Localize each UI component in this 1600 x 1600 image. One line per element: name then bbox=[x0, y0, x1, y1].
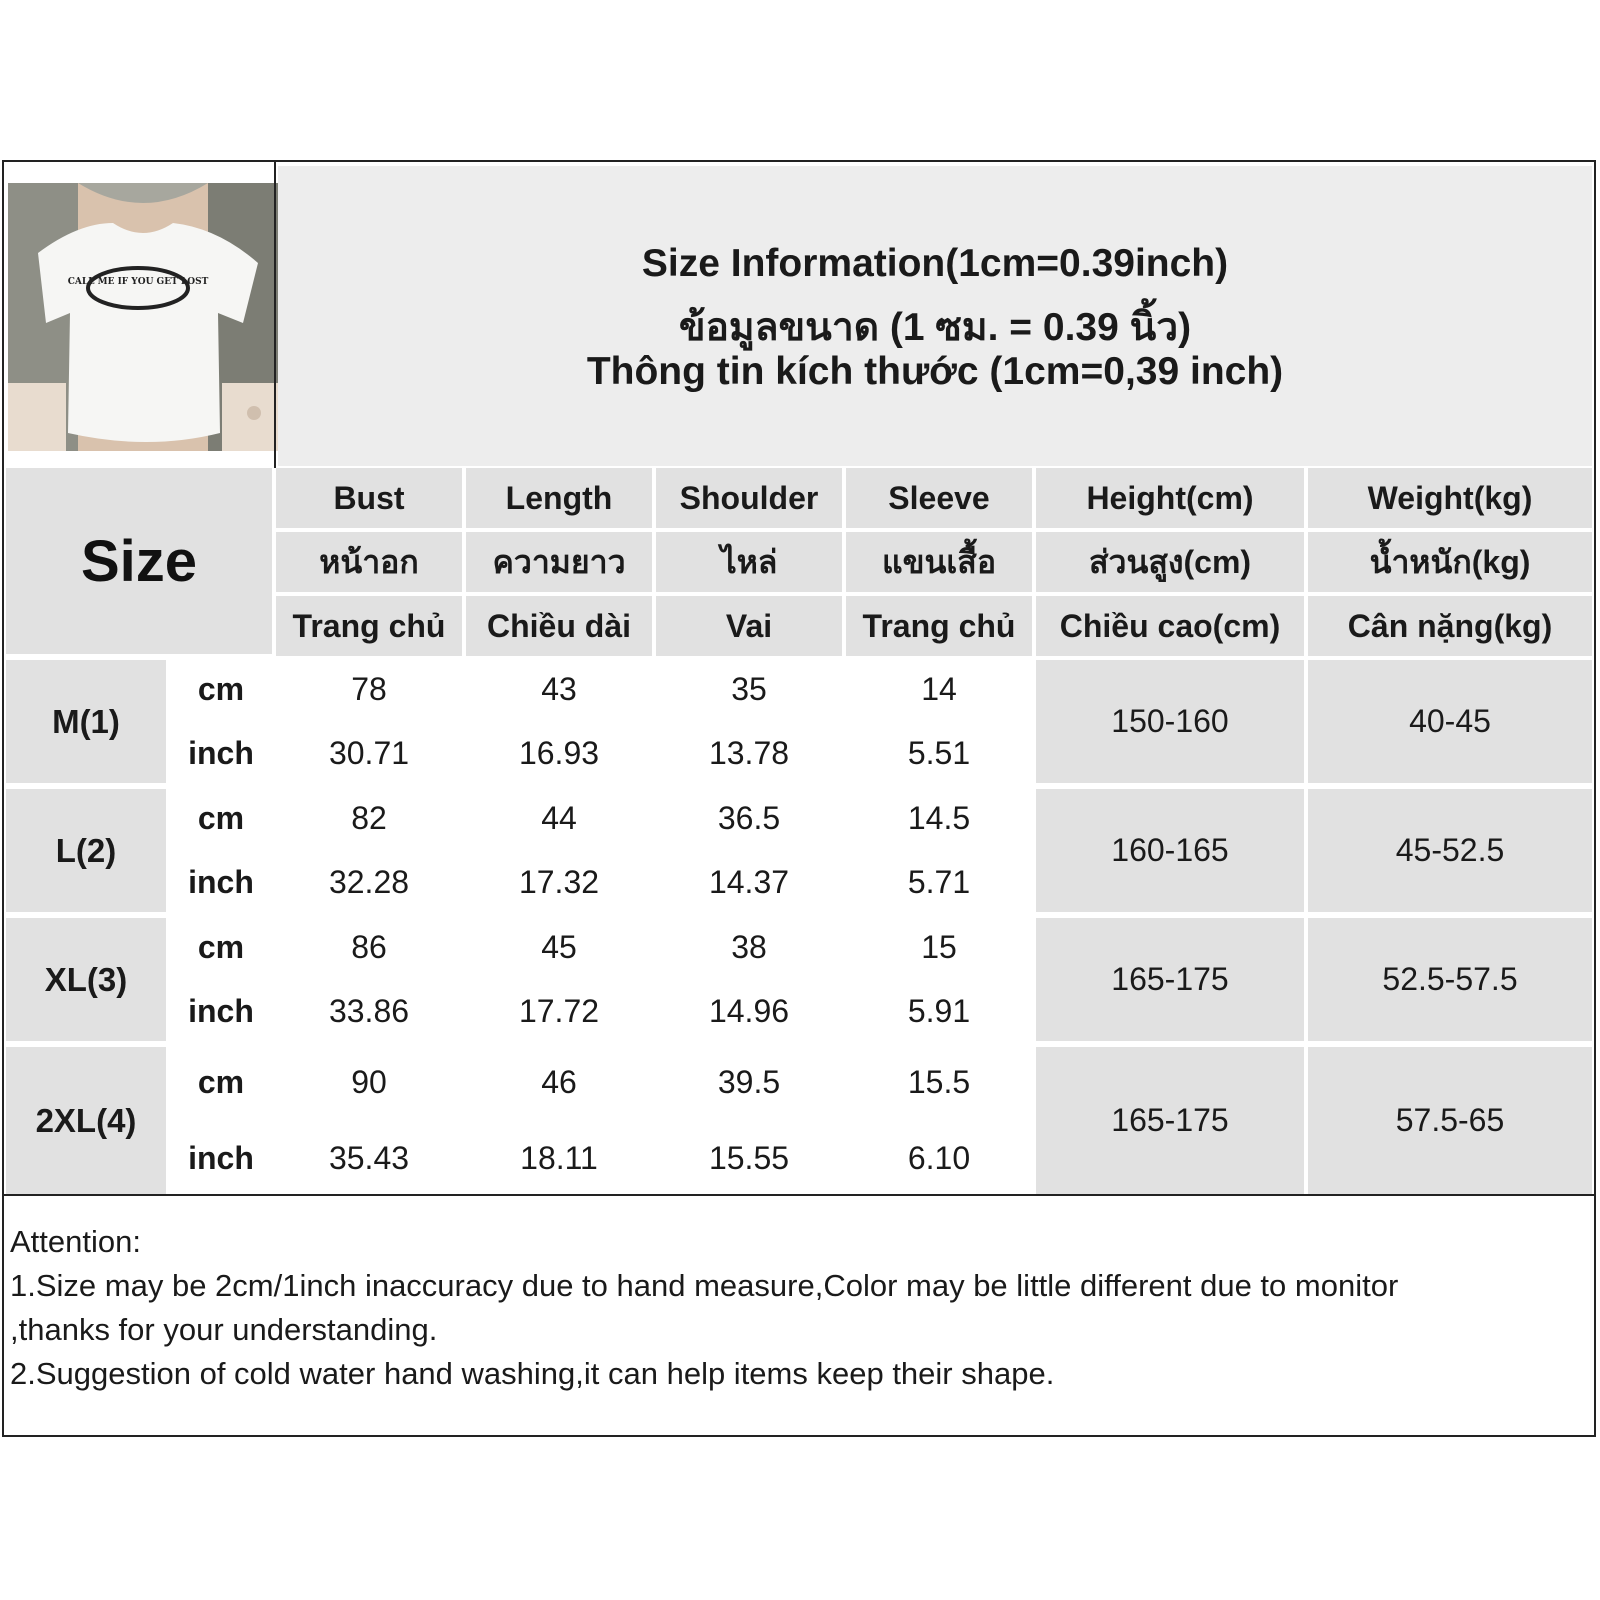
measurement-cell: 5.71 bbox=[846, 853, 1032, 913]
measurement-cell: 78 bbox=[276, 660, 462, 720]
measurement-cell: 43 bbox=[466, 660, 652, 720]
size-label: XL(3) bbox=[6, 918, 166, 1041]
column-header-th: ส่วนสูง(cm) bbox=[1036, 532, 1304, 592]
attention-notes bbox=[10, 1220, 1588, 1396]
title-english: Size Information(1cm=0.39inch) bbox=[641, 242, 1229, 285]
column-header-vi: Cân nặng(kg) bbox=[1308, 596, 1592, 656]
unit-label: cm bbox=[170, 1047, 272, 1119]
unit-label: inch bbox=[170, 982, 272, 1042]
title-panel bbox=[278, 166, 1592, 466]
column-header-th: ไหล่ bbox=[656, 532, 842, 592]
measurement-cell: 15.55 bbox=[656, 1123, 842, 1195]
measurement-cell: 38 bbox=[656, 918, 842, 978]
size-label: 2XL(4) bbox=[6, 1047, 166, 1194]
measurement-cell: 35.43 bbox=[276, 1123, 462, 1195]
unit-label: inch bbox=[170, 853, 272, 913]
size-chart bbox=[2, 160, 1596, 1437]
column-header-vi: Vai bbox=[656, 596, 842, 656]
measurement-cell: 15 bbox=[846, 918, 1032, 978]
measurement-cell: 86 bbox=[276, 918, 462, 978]
column-header-en: Shoulder bbox=[656, 468, 842, 528]
weight-range: 57.5-65 bbox=[1308, 1047, 1592, 1194]
measurement-cell: 46 bbox=[466, 1047, 652, 1119]
notes-line-2: ,thanks for your understanding. bbox=[10, 1312, 438, 1347]
measurement-cell: 17.32 bbox=[466, 853, 652, 913]
size-header: Size bbox=[6, 468, 272, 654]
unit-label: cm bbox=[170, 918, 272, 978]
title-vietnamese: Thông tin kích thước (1cm=0,39 inch) bbox=[586, 350, 1284, 393]
size-label: M(1) bbox=[6, 660, 166, 783]
shirt-print-text: CALL ME IF YOU GET LOST bbox=[67, 277, 209, 287]
measurement-cell: 82 bbox=[276, 789, 462, 849]
unit-label: inch bbox=[170, 1123, 272, 1195]
weight-range: 52.5-57.5 bbox=[1308, 918, 1592, 1041]
measurement-cell: 39.5 bbox=[656, 1047, 842, 1119]
notes-line-3: 2.Suggestion of cold water hand washing,it can help items keep their shape. bbox=[10, 1356, 1055, 1391]
measurement-cell: 44 bbox=[466, 789, 652, 849]
column-header-vi: Trang chủ bbox=[276, 596, 462, 656]
measurement-cell: 14.37 bbox=[656, 853, 842, 913]
measurement-cell: 18.11 bbox=[466, 1123, 652, 1195]
height-range: 165-175 bbox=[1036, 1047, 1304, 1194]
column-header-en: Bust bbox=[276, 468, 462, 528]
height-range: 165-175 bbox=[1036, 918, 1304, 1041]
product-photo bbox=[8, 183, 278, 451]
column-header-th: หน้าอก bbox=[276, 532, 462, 592]
column-header-vi: Chiều dài bbox=[466, 596, 652, 656]
height-range: 150-160 bbox=[1036, 660, 1304, 783]
column-header-th: น้ำหนัก(kg) bbox=[1308, 532, 1592, 592]
weight-range: 40-45 bbox=[1308, 660, 1592, 783]
title-thai: ข้อมูลขนาด (1 ซม. = 0.39 นิ้ว) bbox=[678, 306, 1192, 349]
column-header-en: Weight(kg) bbox=[1308, 468, 1592, 528]
measurement-cell: 90 bbox=[276, 1047, 462, 1119]
height-range: 160-165 bbox=[1036, 789, 1304, 912]
column-header-en: Height(cm) bbox=[1036, 468, 1304, 528]
column-header-en: Length bbox=[466, 468, 652, 528]
measurement-cell: 6.10 bbox=[846, 1123, 1032, 1195]
measurement-cell: 14.96 bbox=[656, 982, 842, 1042]
unit-label: cm bbox=[170, 660, 272, 720]
measurement-cell: 16.93 bbox=[466, 724, 652, 784]
unit-label: inch bbox=[170, 724, 272, 784]
measurement-cell: 45 bbox=[466, 918, 652, 978]
measurement-cell: 5.51 bbox=[846, 724, 1032, 784]
measurement-cell: 35 bbox=[656, 660, 842, 720]
measurement-cell: 30.71 bbox=[276, 724, 462, 784]
measurement-cell: 13.78 bbox=[656, 724, 842, 784]
unit-label: cm bbox=[170, 789, 272, 849]
column-header-th: ความยาว bbox=[466, 532, 652, 592]
measurement-cell: 5.91 bbox=[846, 982, 1032, 1042]
measurement-cell: 14.5 bbox=[846, 789, 1032, 849]
measurement-cell: 17.72 bbox=[466, 982, 652, 1042]
size-label: L(2) bbox=[6, 789, 166, 912]
notes-heading: Attention: bbox=[10, 1224, 141, 1259]
measurement-cell: 33.86 bbox=[276, 982, 462, 1042]
measurement-cell: 14 bbox=[846, 660, 1032, 720]
notes-line-1: 1.Size may be 2cm/1inch inaccuracy due to hand measure,Color may be little different due to monitor bbox=[10, 1268, 1399, 1303]
column-header-en: Sleeve bbox=[846, 468, 1032, 528]
column-header-vi: Chiều cao(cm) bbox=[1036, 596, 1304, 656]
measurement-cell: 15.5 bbox=[846, 1047, 1032, 1119]
measurement-cell: 32.28 bbox=[276, 853, 462, 913]
weight-range: 45-52.5 bbox=[1308, 789, 1592, 912]
measurement-cell: 36.5 bbox=[656, 789, 842, 849]
column-header-vi: Trang chủ bbox=[846, 596, 1032, 656]
column-header-th: แขนเสื้อ bbox=[846, 532, 1032, 592]
